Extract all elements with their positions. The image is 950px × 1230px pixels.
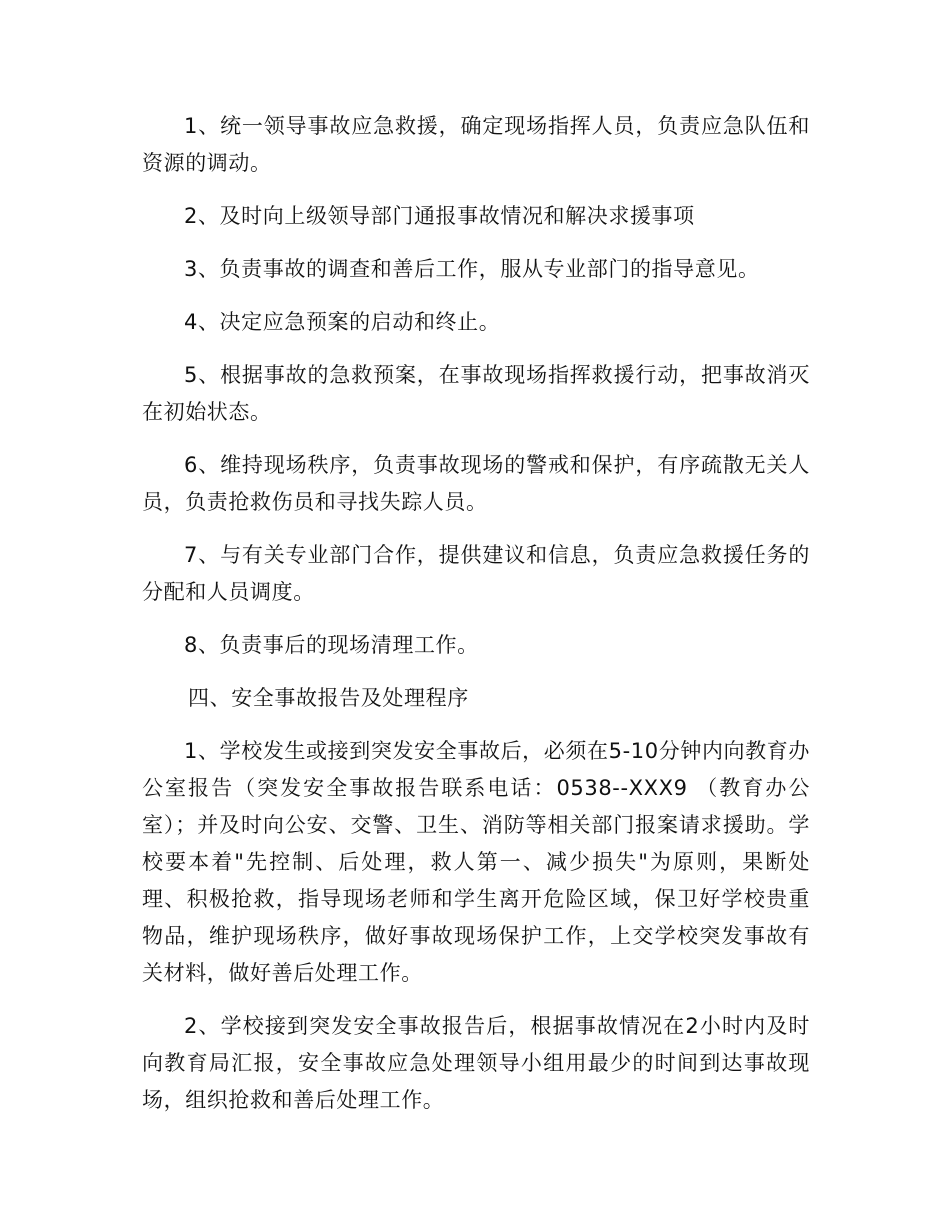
section-heading-report-procedure: 四、安全事故报告及处理程序 (188, 686, 469, 710)
paragraph-duty-2: 2、及时向上级领导部门通报事故情况和解决求援事项 (184, 204, 695, 228)
paragraph-duty-8: 8、负责事后的现场清理工作。 (184, 633, 479, 657)
paragraph-duty-3: 3、负责事故的调查和善后工作，服从专业部门的指导意见。 (184, 257, 760, 281)
paragraph-duty-4: 4、决定应急预案的启动和终止。 (184, 310, 501, 334)
paragraph-duty-6: 6、维持现场秩序，负责事故现场的警戒和保护，有序疏散无关人员，负责抢救伤员和寻找失踪人员。 (142, 453, 810, 514)
paragraph-duty-7: 7、与有关专业部门合作，提供建议和信息，负责应急救援任务的分配和人员调度。 (142, 543, 810, 604)
paragraph-procedure-1: 1、学校发生或接到突发安全事故后，必须在5-10分钟内向教育办公室报告（突发安全事故报告联系电话：0538--XXX9 （教育办公室）；并及时向公安、交警、卫生、消防等相关部门报案请求援助。学校要本着"先控制、后处理，救人第一、减少损失"为原则，果断处理、积极抢救，指导现场老师和学生离开危险区域，保卫好学校贵重物品，维护现场秩序，做好事故现场保护工作，上交学校突发事故有关材料，做好善后处理工作。 (142, 739, 810, 985)
paragraph-duty-1: 1、统一领导事故应急救援，确定现场指挥人员，负责应急队伍和资源的调动。 (142, 114, 810, 175)
paragraph-procedure-2: 2、学校接到突发安全事故报告后，根据事故情况在2小时内及时向教育局汇报，安全事故应急处理领导小组用最少的时间到达事故现场，组织抢救和善后处理工作。 (142, 1014, 810, 1112)
document-body (142, 108, 810, 1135)
paragraph-duty-5: 5、根据事故的急救预案，在事故现场指挥救援行动，把事故消灭在初始状态。 (142, 363, 810, 424)
